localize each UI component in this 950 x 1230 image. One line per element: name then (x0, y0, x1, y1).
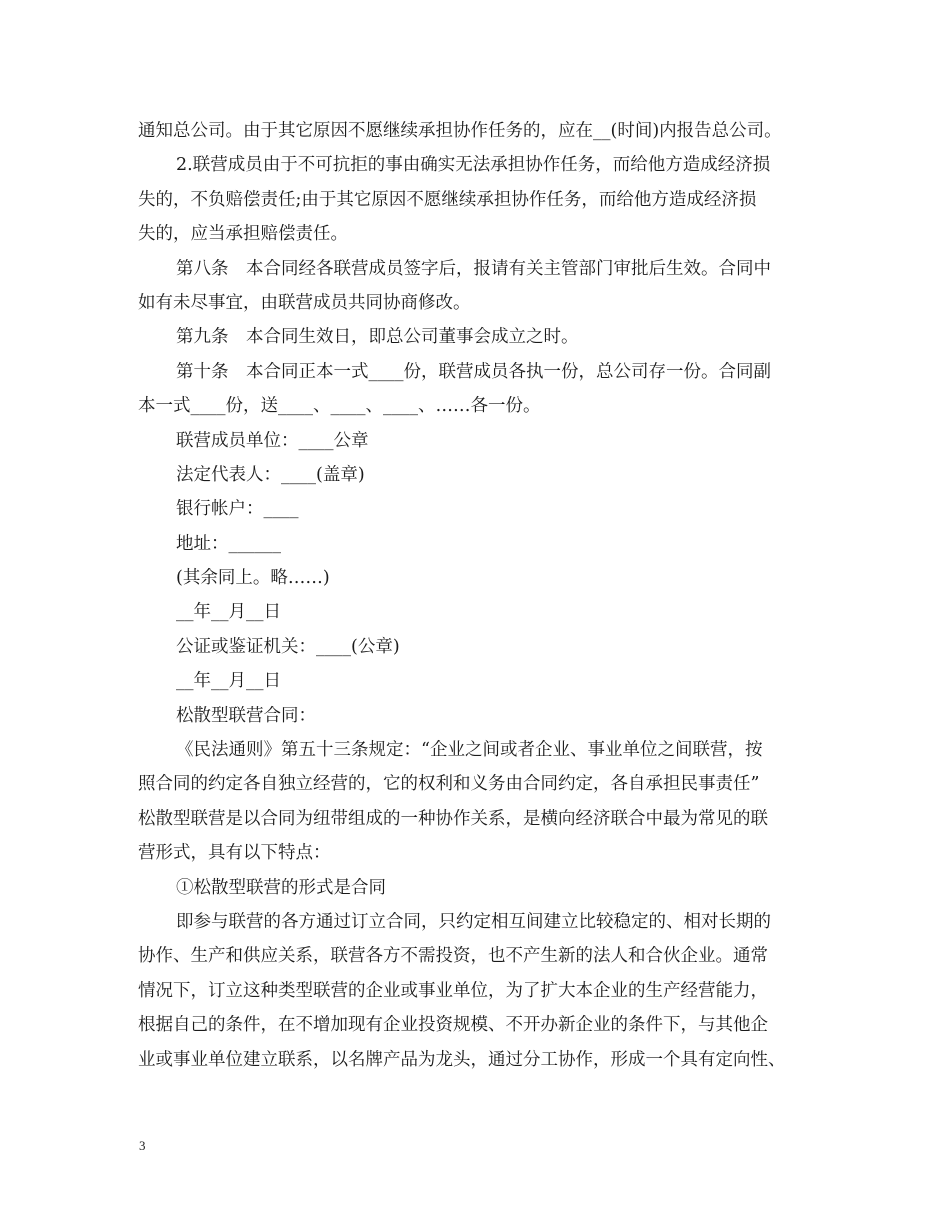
text-line: 松散型联营是以合同为纽带组成的一种协作关系，是横向经济联合中最为常见的联 (138, 808, 768, 829)
text-line: 营形式，具有以下特点： (138, 843, 331, 864)
text-line: 第九条 本合同生效日，即总公司董事会成立之时。 (176, 327, 579, 348)
text-line: 法定代表人：____(盖章) (176, 464, 365, 485)
text-line: __年__月__日 (176, 671, 281, 692)
text-line: 第十条 本合同正本一式____份，联营成员各执一份，总公司存一份。合同副 (176, 361, 771, 382)
text-line: __年__月__日 (176, 602, 281, 623)
text-line: 第八条 本合同经各联营成员签字后，报请有关主管部门审批后生效。合同中 (176, 258, 771, 279)
text-line: 松散型联营合同： (176, 705, 316, 726)
text-line: ①松散型联营的形式是合同 (176, 877, 386, 898)
text-line: 地址：______ (176, 533, 281, 554)
document-body (138, 114, 818, 1077)
text-line: 协作、生产和供应关系，联营各方不需投资，也不产生新的法人和合伙企业。通常 (138, 946, 768, 967)
text-line: 联营成员单位：____公章 (176, 430, 369, 451)
text-line: 通知总公司。由于其它原因不愿继续承担协作任务的，应在__(时间)内报告总公司。 (138, 121, 782, 141)
text-line: 即参与联营的各方通过订立合同，只约定相互间建立比较稳定的、相对长期的 (176, 911, 771, 932)
page-number: 3 (139, 1138, 146, 1153)
text-line: 业或事业单位建立联系，以名牌产品为龙头，通过分工协作，形成一个具有定向性、 (138, 1049, 786, 1070)
text-line: 失的，应当承担赔偿责任。 (138, 224, 348, 245)
text-line: 银行帐户：____ (176, 499, 299, 520)
text-line: 照合同的约定各自独立经营的，它的权利和义务由合同约定，各自承担民事责任” (138, 774, 760, 795)
text-line: 失的，不负赔偿责任;由于其它原因不愿继续承担协作任务，而给他方造成经济损 (138, 189, 757, 210)
text-line: 《民法通则》第五十三条规定：“企业之间或者企业、事业单位之间联营，按 (176, 740, 763, 761)
text-line: 公证或鉴证机关：____(公章) (176, 636, 400, 657)
text-line: 本一式____份，送____、____、____、……各一份。 (138, 396, 541, 417)
text-line: (其余同上。略……) (176, 568, 330, 589)
text-line: 2.联营成员由于不可抗拒的事由确实无法承担协作任务，而给他方造成经济损 (176, 155, 771, 176)
text-line: 根据自己的条件，在不增加现有企业投资规模、不开办新企业的条件下，与其他企 (138, 1015, 768, 1036)
text-line: 情况下，订立这种类型联营的企业或事业单位，为了扩大本企业的生产经营能力， (138, 980, 768, 1001)
text-line: 如有未尽事宜，由联营成员共同协商修改。 (138, 292, 471, 313)
